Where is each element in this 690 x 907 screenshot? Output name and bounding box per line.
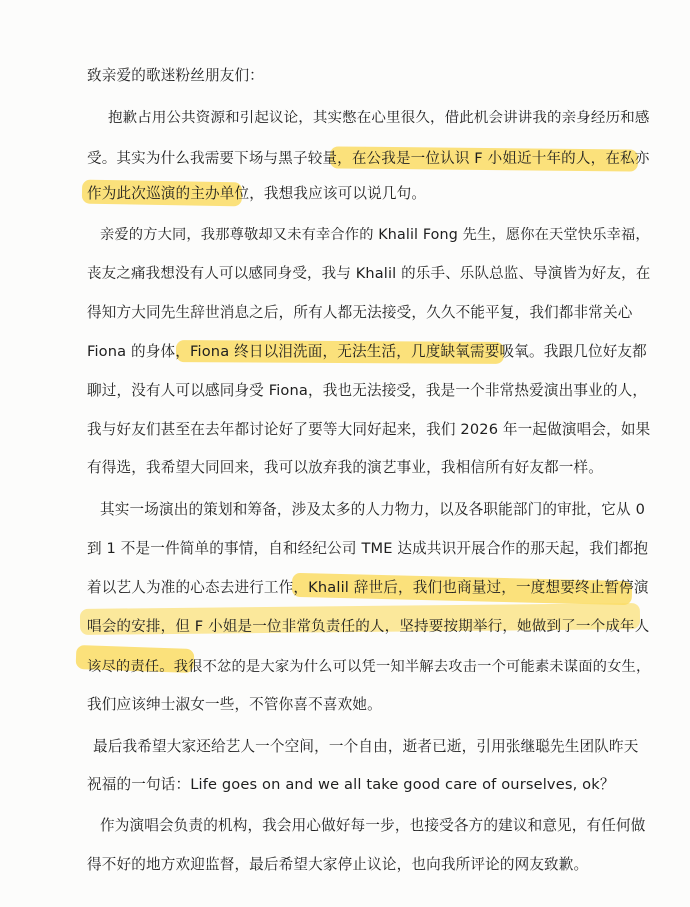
p1-line-2b-highlighted: 在公我是一位认识 F 小姐近十年的人，在私亦 bbox=[351, 150, 650, 167]
p2-line-6: 我与好友们甚至在去年都讨论好了要等大同好起来，我们 2026 年一起做演唱会，如果 bbox=[87, 421, 651, 438]
p2-line-4 bbox=[87, 342, 647, 362]
p2-line-5: 聊过，没有人可以感同身受 Fiona，我也无法接受，我是一个非常热爱演出事业的人， bbox=[87, 382, 648, 399]
p3-line-6: 我们应该绅士淑女一些，不管你喜不喜欢她。 bbox=[87, 696, 382, 713]
p1-line-2 bbox=[87, 149, 649, 169]
p1-line-3a-highlighted: 作为此次巡演的主办单位 bbox=[87, 185, 250, 202]
p2-line-1: 亲爱的方大同，我那尊敬却又未有幸合作的 Khalil Fong 先生，愿你在天堂快乐幸福， bbox=[100, 227, 650, 243]
p1-line-1: 抱歉占用公共资源和引起议论，其实憋在心里很久，借此机会讲讲我的亲身经历和感 bbox=[108, 110, 650, 126]
p3-line-3a: 着以艺人为准的心态去进行工作， bbox=[87, 579, 309, 596]
p5-line-2: 得不好的地方欢迎监督，最后希望大家停止议论，也向我所评论的网友致歉。 bbox=[87, 856, 589, 873]
p2-line-4b-highlighted: Fiona 终日以泪洗面，无法生活，几度缺氧需要吸氧 bbox=[190, 343, 529, 360]
p2-line-4a: Fiona 的身体， bbox=[87, 343, 191, 360]
p3-line-3 bbox=[87, 578, 649, 598]
p2-line-2: 丧友之痛我想没有人可以感同身受，我与 Khalil 的乐手、乐队总监、导演皆为好友，在 bbox=[87, 266, 651, 282]
greeting: 致亲爱的歌迷粉丝朋友们： bbox=[87, 67, 264, 84]
p1-line-3b: ，我想我应该可以说几句。 bbox=[249, 185, 427, 202]
p3-line-2: 到 1 不是一件简单的事情，自和经纪公司 TME 达成共识开展合作的那天起，我们都抱 bbox=[87, 540, 649, 557]
p4-line-2: 祝福的一句话：Life goes on and we all take good care of ourselves, ok？ bbox=[87, 776, 615, 793]
p2-line-7: 有得选，我希望大同回来，我可以放弃我的演艺事业，我相信所有好友都一样。 bbox=[87, 459, 604, 476]
p1-line-3 bbox=[87, 184, 426, 204]
p4-line-1: 最后我希望大家还给艺人一个空间，一个自由，逝者已逝，引用张继聪先生团队昨天 bbox=[93, 738, 639, 755]
p3-line-5a-highlighted: 该尽的责任。 bbox=[87, 659, 174, 675]
p3-line-1: 其实一场演出的策划和筹备，涉及太多的人力物力，以及各职能部门的审批，它从 0 bbox=[100, 501, 646, 518]
p2-line-3: 得知方大同先生辞世消息之后，所有人都无法接受，久久不能平复，我们都非常关心 bbox=[87, 304, 633, 321]
p3-line-4: 唱会的安排，但 F 小姐是一位非常负责任的人，坚持要按期举行，她做到了一个成年人 bbox=[87, 618, 650, 635]
p3-line-5 bbox=[87, 657, 650, 677]
p1-line-2a: 受。其实为什么我需要下场与黑子较量， bbox=[87, 150, 352, 167]
p5-line-1: 作为演唱会负责的机构，我会用心做好每一步，也接受各方的建议和意见，有任何做 bbox=[100, 817, 646, 834]
p3-line-5b: 我很不忿的是大家为什么可以凭一知半解去攻击一个可能素未谋面的女生， bbox=[173, 659, 651, 675]
p2-line-4c: 。我跟几位好友都 bbox=[528, 343, 647, 360]
p3-line-3b-highlighted: Khalil 辞世后，我们也商量过，一度想要终止暂停演 bbox=[308, 579, 649, 596]
